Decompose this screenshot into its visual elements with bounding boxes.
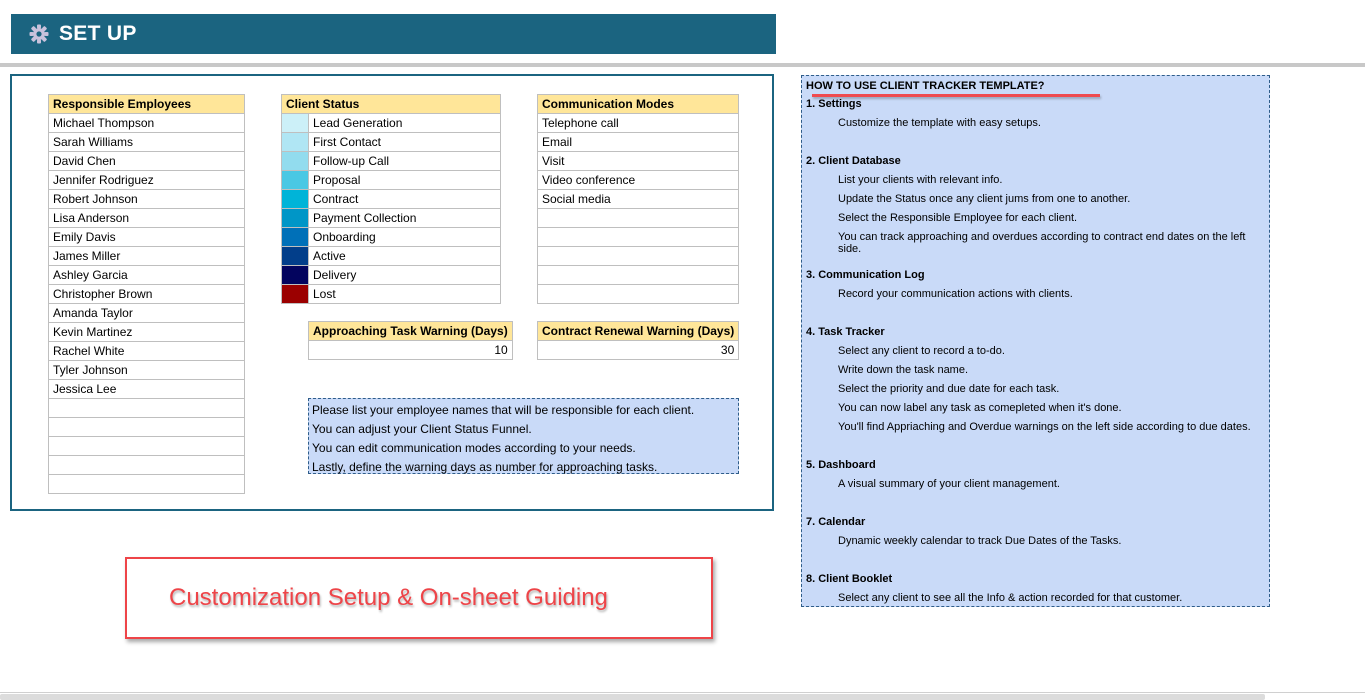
renewal-warning-table bbox=[537, 321, 739, 360]
status-color-swatch[interactable] bbox=[282, 285, 309, 304]
how-to-use-guide bbox=[801, 75, 1270, 607]
status-color-swatch[interactable] bbox=[282, 228, 309, 247]
mode-cell[interactable]: Social media bbox=[538, 190, 739, 209]
mode-cell-empty[interactable] bbox=[538, 228, 739, 247]
employee-cell-empty[interactable] bbox=[49, 418, 245, 437]
mode-cell-empty[interactable] bbox=[538, 247, 739, 266]
guide-line: You can track approaching and overdues according to contract end dates on the left side. bbox=[838, 231, 1246, 255]
gear-icon bbox=[29, 24, 49, 44]
status-cell[interactable]: Contract bbox=[309, 190, 501, 209]
guide-line: Select any client to see all the Info & action recorded for that customer. bbox=[838, 592, 1183, 604]
employee-cell[interactable]: James Miller bbox=[49, 247, 245, 266]
client-status-table bbox=[281, 94, 501, 304]
guide-line: A visual summary of your client management. bbox=[838, 478, 1060, 490]
employees-table bbox=[48, 94, 245, 494]
employee-cell[interactable]: Robert Johnson bbox=[49, 190, 245, 209]
employee-cell[interactable]: Jessica Lee bbox=[49, 380, 245, 399]
status-color-swatch[interactable] bbox=[282, 114, 309, 133]
guide-section-heading: 5. Dashboard bbox=[806, 459, 876, 471]
status-cell[interactable]: Active bbox=[309, 247, 501, 266]
guide-line: You can now label any task as comepleted when it's done. bbox=[838, 402, 1122, 414]
mode-cell-empty[interactable] bbox=[538, 266, 739, 285]
employee-cell-empty[interactable] bbox=[49, 399, 245, 418]
client-status-header: Client Status bbox=[282, 95, 501, 114]
setup-header-bar bbox=[11, 14, 776, 54]
guide-section-heading: 7. Calendar bbox=[806, 516, 866, 528]
guide-title-underline bbox=[812, 94, 1100, 97]
status-color-swatch[interactable] bbox=[282, 152, 309, 171]
guide-section-heading: 3. Communication Log bbox=[806, 269, 925, 281]
mode-cell[interactable]: Telephone call bbox=[538, 114, 739, 133]
status-color-swatch[interactable] bbox=[282, 266, 309, 285]
guide-line: Select the priority and due date for each task. bbox=[838, 383, 1060, 395]
note-line: Lastly, define the warning days as number for approaching tasks. bbox=[312, 460, 658, 474]
status-color-swatch[interactable] bbox=[282, 190, 309, 209]
approaching-warning-table bbox=[308, 321, 513, 360]
status-color-swatch[interactable] bbox=[282, 171, 309, 190]
note-line: You can edit communication modes according to your needs. bbox=[312, 441, 636, 455]
guide-section-heading: 8. Client Booklet bbox=[806, 573, 893, 585]
communication-modes-header: Communication Modes bbox=[538, 95, 739, 114]
employee-cell[interactable]: Kevin Martinez bbox=[49, 323, 245, 342]
employee-cell[interactable]: Jennifer Rodriguez bbox=[49, 171, 245, 190]
communication-modes-table bbox=[537, 94, 739, 304]
guide-line: Customize the template with easy setups. bbox=[838, 117, 1041, 129]
mode-cell[interactable]: Video conference bbox=[538, 171, 739, 190]
employee-cell[interactable]: Michael Thompson bbox=[49, 114, 245, 133]
employee-cell[interactable]: Rachel White bbox=[49, 342, 245, 361]
guide-line: Write down the task name. bbox=[838, 364, 969, 376]
guide-section-heading: 2. Client Database bbox=[806, 155, 901, 167]
employee-cell-empty[interactable] bbox=[49, 475, 245, 494]
employee-cell[interactable]: Lisa Anderson bbox=[49, 209, 245, 228]
status-cell[interactable]: Proposal bbox=[309, 171, 501, 190]
status-cell[interactable]: Payment Collection bbox=[309, 209, 501, 228]
approaching-warning-days-input[interactable]: 10 bbox=[309, 341, 513, 360]
guide-line: Record your communication actions with clients. bbox=[838, 288, 1073, 300]
horizontal-scrollbar[interactable] bbox=[0, 694, 1265, 700]
employee-cell[interactable]: Ashley Garcia bbox=[49, 266, 245, 285]
approaching-warning-header: Approaching Task Warning (Days) bbox=[309, 322, 513, 341]
header-separator bbox=[0, 63, 1365, 67]
guide-line: Update the Status once any client jums from one to another. bbox=[838, 193, 1131, 205]
status-cell[interactable]: Follow-up Call bbox=[309, 152, 501, 171]
guide-line: Select the Responsible Employee for each client. bbox=[838, 212, 1078, 224]
employee-cell[interactable]: Sarah Williams bbox=[49, 133, 245, 152]
employee-cell-empty[interactable] bbox=[49, 437, 245, 456]
page-title: SET UP bbox=[59, 22, 137, 45]
status-color-swatch[interactable] bbox=[282, 247, 309, 266]
guide-line: List your clients with relevant info. bbox=[838, 174, 1003, 186]
note-line: Please list your employee names that will be responsible for each client. bbox=[312, 403, 695, 417]
status-cell[interactable]: Lead Generation bbox=[309, 114, 501, 133]
employee-cell[interactable]: Amanda Taylor bbox=[49, 304, 245, 323]
guide-line: You'll find Appriaching and Overdue warnings on the left side according to due dates. bbox=[838, 421, 1251, 433]
status-cell[interactable]: Onboarding bbox=[309, 228, 501, 247]
employee-cell-empty[interactable] bbox=[49, 456, 245, 475]
status-cell[interactable]: Delivery bbox=[309, 266, 501, 285]
employees-header: Responsible Employees bbox=[49, 95, 245, 114]
note-line: You can adjust your Client Status Funnel. bbox=[312, 422, 532, 436]
renewal-warning-days-input[interactable]: 30 bbox=[538, 341, 739, 360]
guide-line: Select any client to record a to-do. bbox=[838, 345, 1005, 357]
status-cell[interactable]: Lost bbox=[309, 285, 501, 304]
mode-cell-empty[interactable] bbox=[538, 285, 739, 304]
sheet-bottom-border bbox=[0, 692, 1365, 693]
guide-section-heading: 1. Settings bbox=[806, 98, 862, 110]
guide-section-heading: 4. Task Tracker bbox=[806, 326, 885, 338]
feature-callout bbox=[125, 557, 713, 639]
guide-title: HOW TO USE CLIENT TRACKER TEMPLATE? bbox=[806, 80, 1045, 92]
employee-cell[interactable]: Tyler Johnson bbox=[49, 361, 245, 380]
guide-line: Dynamic weekly calendar to track Due Dates of the Tasks. bbox=[838, 535, 1122, 547]
setup-instructions-note bbox=[308, 398, 739, 474]
mode-cell[interactable]: Visit bbox=[538, 152, 739, 171]
callout-text: Customization Setup & On-sheet Guiding bbox=[169, 584, 608, 611]
employee-cell[interactable]: Christopher Brown bbox=[49, 285, 245, 304]
employee-cell[interactable]: David Chen bbox=[49, 152, 245, 171]
status-color-swatch[interactable] bbox=[282, 209, 309, 228]
status-color-swatch[interactable] bbox=[282, 133, 309, 152]
mode-cell-empty[interactable] bbox=[538, 209, 739, 228]
status-cell[interactable]: First Contact bbox=[309, 133, 501, 152]
employee-cell[interactable]: Emily Davis bbox=[49, 228, 245, 247]
mode-cell[interactable]: Email bbox=[538, 133, 739, 152]
renewal-warning-header: Contract Renewal Warning (Days) bbox=[538, 322, 739, 341]
